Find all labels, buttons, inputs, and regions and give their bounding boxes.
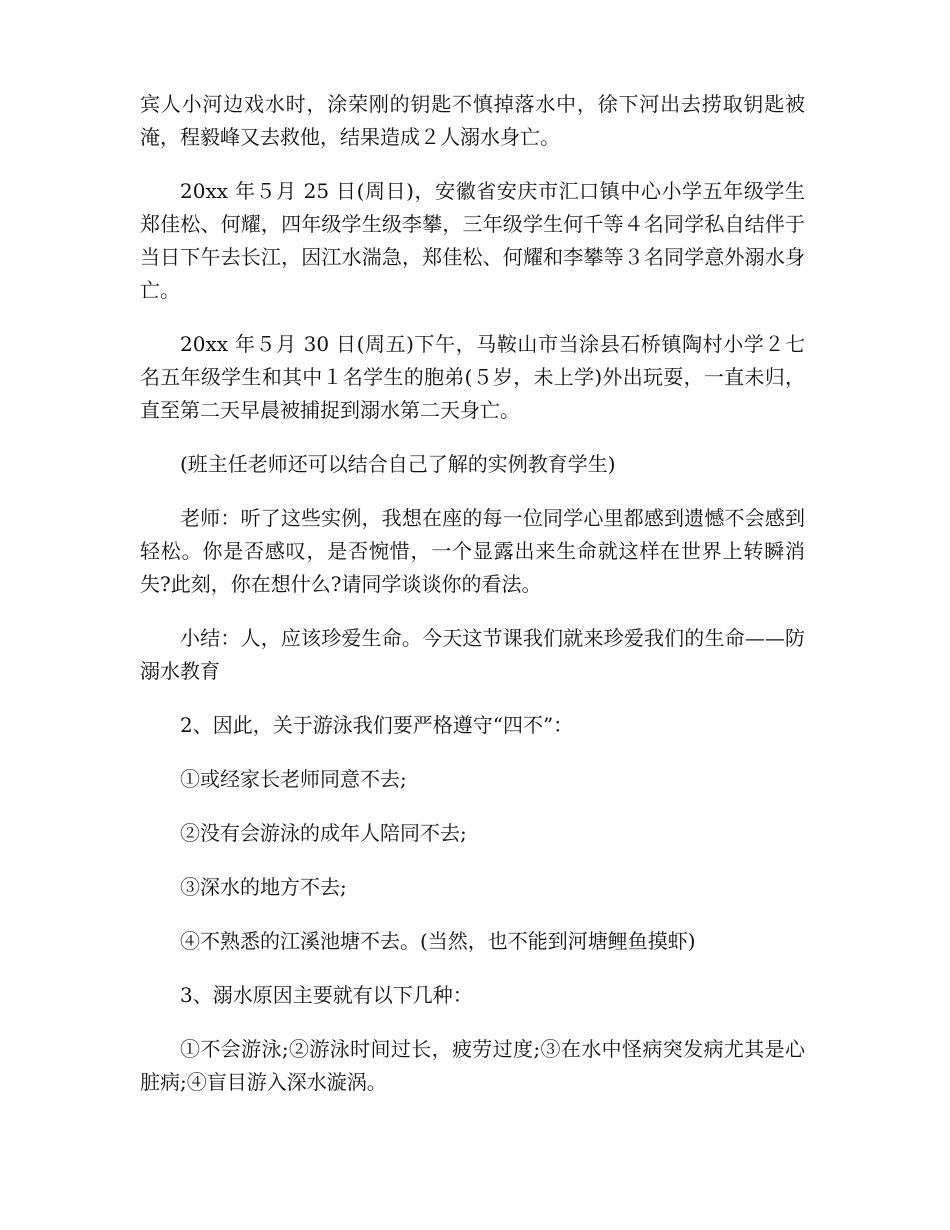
document-body	[140, 88, 805, 1120]
paragraph-causes-heading: 3、溺水原因主要就有以下几种：	[180, 983, 473, 1007]
paragraph-causes-list: ①不会游泳;②游泳时间过长，疲劳过度;③在水中怪病突发病尤其是心脏病;④盲目游入深水漩涡。	[140, 1037, 805, 1094]
paragraph-incident-2: 20xx 年５月 25 日(周日)，安徽省安庆市汇口镇中心小学五年级学生郑佳松、何耀，四年级学生级李攀，三年级学生何千等４名同学私自结伴于当日下午去长江，因江水湍急，郑佳松、何耀和李攀等３名同学意外溺水身亡。	[140, 179, 805, 302]
paragraph-teacher-note: (班主任老师还可以结合自己了解的实例教育学生)	[180, 452, 616, 476]
paragraph-four-rules-heading: 2、因此，关于游泳我们要严格遵守“四不”：	[180, 713, 574, 737]
paragraph-teacher-speech: 老师：听了这些实例，我想在座的每一位同学心里都感到遗憾不会感到轻松。你是否感叹，是否惋惜，一个显露出来生命就这样在世界上转瞬消失?此刻，你在想什么?请同学谈谈你的看法。	[140, 506, 805, 596]
rule-item-4: ④不熟悉的江溪池塘不去。(当然，也不能到河塘鲤鱼摸虾)	[180, 929, 696, 953]
paragraph-incident-1: 宾人小河边戏水时，涂荣刚的钥匙不慎掉落水中，徐下河出去捞取钥匙被淹，程毅峰又去救他，结果造成２人溺水身亡。	[140, 92, 805, 149]
paragraph-summary: 小结：人，应该珍爱生命。今天这节课我们就来珍爱我们的生命——防溺水教育	[140, 626, 805, 683]
rule-item-2: ②没有会游泳的成年人陪同不去;	[180, 821, 467, 845]
rule-item-1: ①或经家长老师同意不去;	[180, 767, 407, 791]
rule-item-3: ③深水的地方不去;	[180, 875, 347, 899]
paragraph-incident-3: 20xx 年５月 30 日(周五)下午，马鞍山市当涂县石桥镇陶村小学２七名五年级学生和其中１名学生的胞弟(５岁，未上学)外出玩耍，一直未归，直至第二天早晨被捕捉到溺水第二天身亡。	[140, 332, 805, 422]
